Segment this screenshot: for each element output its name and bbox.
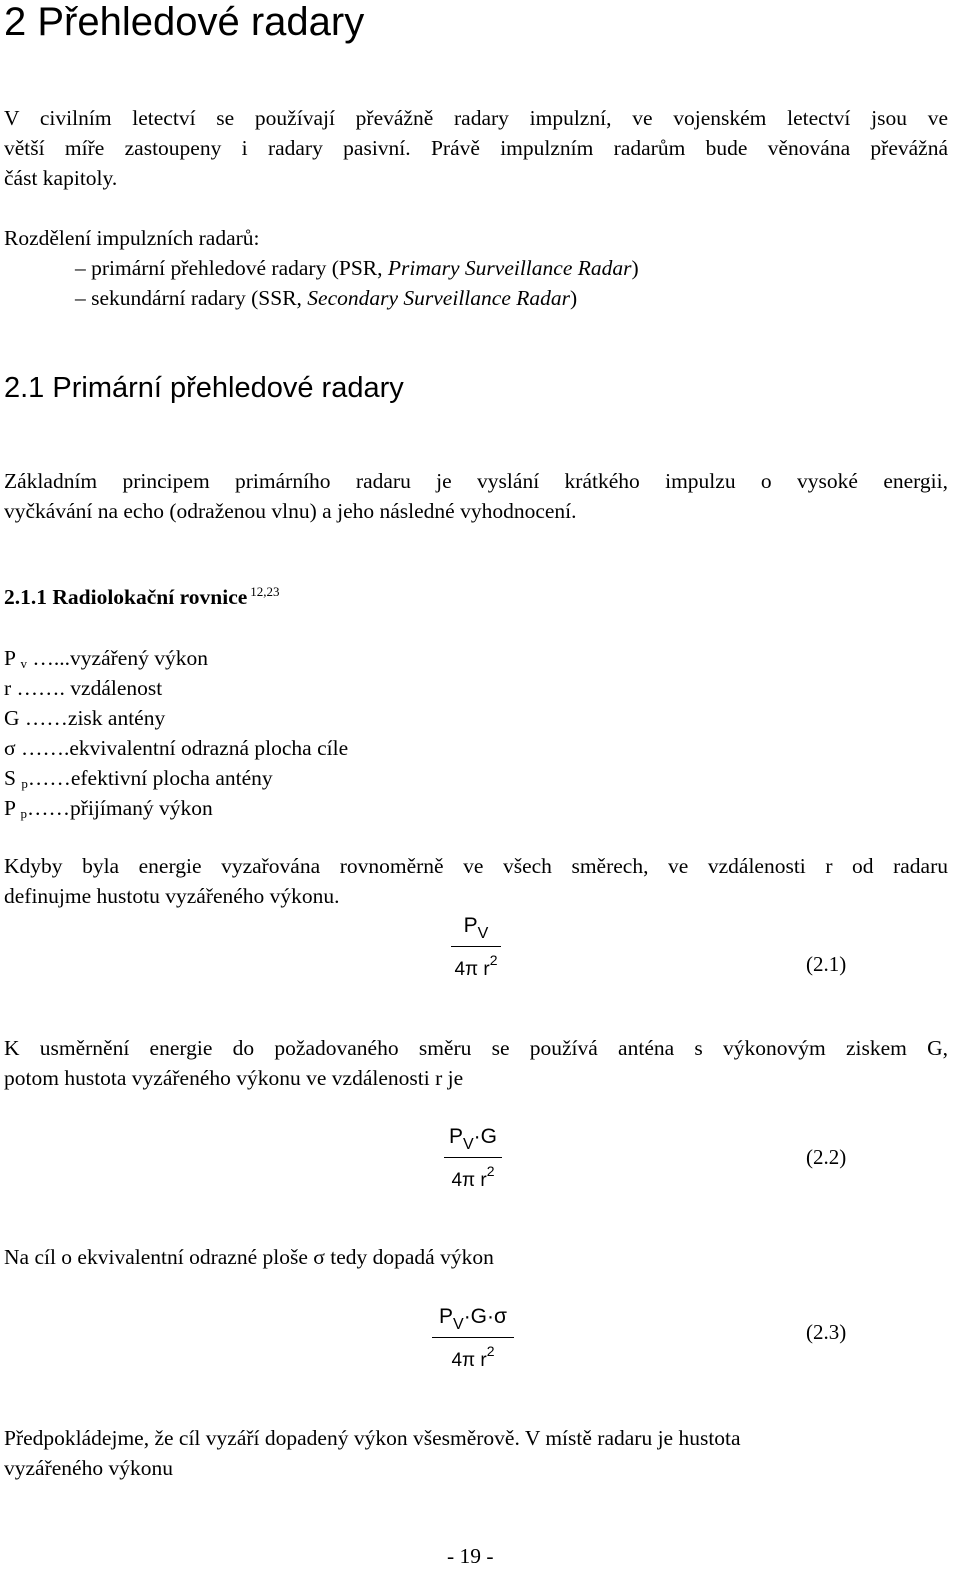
legend-dots: …… <box>27 796 71 820</box>
subsection-refs: 12,23 <box>250 584 280 599</box>
target-para: Na cíl o ekvivalentní odrazné ploše σ tedy dopadá výkon <box>4 1245 494 1269</box>
eq-den-main: 4π r <box>451 1350 487 1371</box>
legend-symbol: P <box>4 646 16 670</box>
equation-2-2 <box>444 1125 502 1192</box>
legend-description: ekvivalentní odrazná plocha cíle <box>69 736 349 760</box>
chapter-title: 2 Přehledové radary <box>4 0 365 44</box>
legend-dots: …... <box>27 646 71 670</box>
legend-dots: ……. <box>11 676 71 700</box>
subsection-title-text: 2.1.1 Radiolokační rovnice <box>4 585 248 609</box>
density-para-line-1: Kdyby byla energie vyzařována rovnoměrně ve všech směrech, ve vzdálenosti r od radaru <box>4 854 948 878</box>
eq-num-main: P <box>463 914 478 937</box>
intro-line-3: část kapitoly. <box>4 166 118 190</box>
section-para-line-2: vyčkávání na echo (odraženou vlnu) a jeho následné vyhodnocení. <box>4 499 577 523</box>
section-para-line-1: Základním principem primárního radaru je vyslání krátkého impulzu o vysoké energii, <box>4 469 948 493</box>
eq-numerator <box>432 1305 514 1333</box>
final-para-line-1: Předpokládejme, že cíl vyzáří dopadený výkon všesměrově. V místě radaru je hustota <box>4 1426 741 1450</box>
eq-numerator <box>444 1125 502 1153</box>
eq-denominator <box>451 952 501 981</box>
legend-symbol: P <box>4 796 16 820</box>
item-italic: Primary Surveillance Radar <box>387 256 632 280</box>
eq-den-sup: 2 <box>486 1343 495 1359</box>
equation-number-2-1: (2.1) <box>806 952 847 976</box>
legend-description: zisk antény <box>67 706 166 730</box>
gain-para-line-1: K usměrnění energie do požadovaného směru se používá anténa s výkonovým ziskem G, <box>4 1036 948 1060</box>
eq-num-sub: V <box>477 925 489 942</box>
legend-description: vzdálenost <box>70 676 163 700</box>
section-title: 2.1 Primární přehledové radary <box>4 372 404 404</box>
division-title: Rozdělení impulzních radarů: <box>4 226 260 250</box>
legend-subscript: v <box>20 656 28 671</box>
legend-row <box>4 706 165 731</box>
eq-num-rest: ·G <box>473 1125 497 1148</box>
dash: – <box>75 256 86 280</box>
fraction-bar <box>444 1157 502 1158</box>
subsection-title <box>4 585 280 610</box>
eq-numerator <box>451 914 501 942</box>
eq-den-sup: 2 <box>486 1163 495 1179</box>
eq-num-sub: V <box>453 1316 464 1333</box>
legend-dots: …… <box>19 706 68 730</box>
legend-dots: …… <box>27 766 71 790</box>
density-para-line-2: definujme hustotu vyzářeného výkonu. <box>4 884 340 908</box>
page-number: - 19 - <box>447 1544 494 1568</box>
equation-2-3 <box>432 1305 514 1372</box>
final-para-line-2: vyzářeného výkonu <box>4 1456 173 1480</box>
item-text: primární přehledové radary (PSR, <box>91 256 388 280</box>
intro-line-1: V civilním letectví se používají převážně radary impulzní, ve vojenském letectví jsou ve <box>4 106 948 130</box>
equation-number-2-2: (2.2) <box>806 1145 847 1169</box>
legend-description: efektivní plocha antény <box>70 766 273 790</box>
legend-subscript: p <box>21 776 28 791</box>
equation-2-1 <box>451 914 501 981</box>
legend-description: vyzářený výkon <box>70 646 208 670</box>
eq-num-sub: V <box>463 1136 474 1153</box>
legend-row <box>4 676 162 701</box>
item-italic: Secondary Surveillance Radar <box>307 286 570 310</box>
legend-row <box>4 646 208 671</box>
eq-den-main: 4π r <box>451 1170 487 1191</box>
legend-subscript: p <box>20 806 28 821</box>
legend-row <box>4 766 273 791</box>
intro-line-2: větší míře zastoupeny i radary pasivní. Právě impulzním radarům bude věnována převážná <box>4 136 948 160</box>
legend-symbol: σ <box>4 736 16 760</box>
legend-symbol: r <box>4 676 12 700</box>
eq-denominator <box>432 1343 514 1372</box>
eq-num-main: P <box>439 1305 454 1328</box>
item-close: ) <box>631 256 639 280</box>
equation-number-2-3: (2.3) <box>806 1320 847 1344</box>
gain-para-line-2: potom hustota vyzářeného výkonu ve vzdálenosti r je <box>4 1066 464 1090</box>
item-text: sekundární radary (SSR, <box>91 286 308 310</box>
dash: – <box>75 286 86 310</box>
legend-row <box>4 796 213 821</box>
fraction-bar <box>432 1337 514 1338</box>
eq-den-sup: 2 <box>489 952 498 968</box>
fraction-bar <box>451 946 501 947</box>
legend-symbol: S <box>4 766 16 790</box>
eq-num-rest: ·G·σ <box>463 1305 507 1328</box>
legend-row <box>4 736 348 761</box>
legend-dots: ……. <box>15 736 70 760</box>
eq-num-main: P <box>448 1125 463 1148</box>
item-close: ) <box>569 286 578 310</box>
legend-symbol: G <box>4 706 20 730</box>
division-item-psr <box>75 256 639 281</box>
eq-den-main: 4π r <box>454 959 490 980</box>
eq-denominator <box>444 1163 502 1192</box>
legend-description: přijímaný výkon <box>70 796 213 820</box>
division-item-ssr <box>75 286 577 311</box>
